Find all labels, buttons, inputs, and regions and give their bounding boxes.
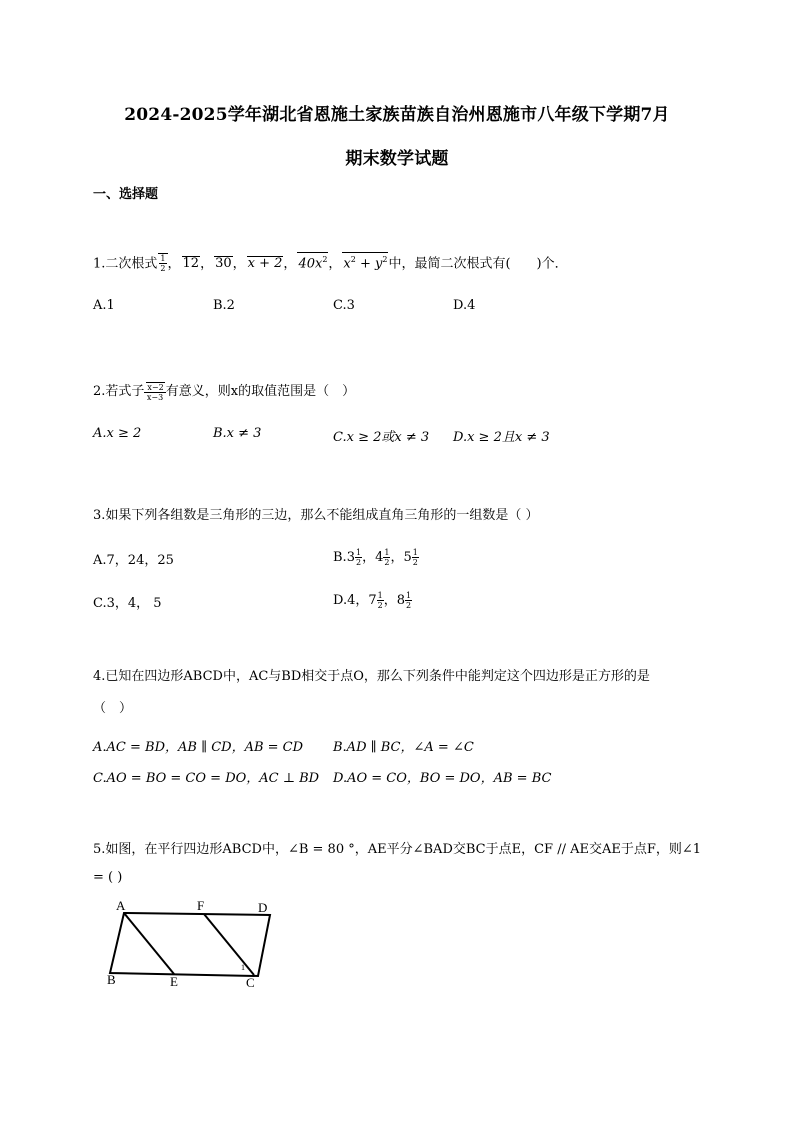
q1-option-c: C.3 bbox=[333, 298, 355, 313]
label-b: B bbox=[107, 972, 116, 987]
question-3-stem: 3.如果下列各组数是三角形的三边，那么不能组成直角三角形的一组数是（ ） bbox=[93, 508, 539, 523]
q3-option-c: C.3，4， 5 bbox=[93, 596, 162, 611]
radical-4: x + 2 bbox=[247, 256, 283, 272]
question-2-stem: 2.若式子 $\frac{x-2}{x-3}$ 有意义，则x的取值范围是（ ） bbox=[93, 382, 356, 402]
label-d: D bbox=[258, 900, 268, 915]
label-a: A bbox=[116, 898, 126, 913]
expression-fraction: $\frac{x-2}{x-3}$ bbox=[144, 382, 165, 402]
q2-option-d: D.x ≥ 2且x ≠ 3 bbox=[453, 430, 550, 445]
radical-6: $x^2 + y^2$ bbox=[342, 252, 388, 271]
q2-option-c: C.x ≥ 2或x ≠ 3 bbox=[333, 430, 430, 445]
question-1-stem: 1.二次根式 $\frac{1}{2}$ ， 12， 30， x + 2， $40x^2$， $x^2 + y^2$中，最简二次根式有( )个． bbox=[93, 252, 568, 273]
radical-5: $40x^2$ bbox=[297, 252, 328, 271]
question-5-stem-continued: = ( ) bbox=[93, 870, 123, 885]
question-number: 3. bbox=[93, 508, 106, 523]
page-title: 2024-2025学年湖北省恩施土家族苗族自治州恩施市八年级下学期7月 bbox=[124, 105, 670, 125]
question-4-stem-continued: （ ） bbox=[93, 701, 133, 716]
label-angle-1: 1 bbox=[241, 963, 245, 972]
q4-option-d: D.AO = CO，BO = DO，AB = BC bbox=[333, 771, 552, 786]
q1-option-a: A.1 bbox=[93, 298, 115, 313]
segment-ae bbox=[124, 913, 174, 974]
question-4-stem: 4.已知在四边形ABCD中，AC与BD相交于点O，那么下列条件中能判定这个四边形是正方形的是 bbox=[93, 669, 650, 684]
section-heading: 一、选择题 bbox=[93, 187, 159, 202]
q3-option-b: B.3 $\frac{1}{2}$ ，4 $\frac{1}{2}$ ，5 $\frac{1}{2}$ bbox=[333, 548, 418, 567]
q1-option-b: B.2 bbox=[213, 298, 235, 313]
radical-3: 30 bbox=[215, 256, 232, 272]
label-f: F bbox=[197, 898, 205, 913]
radical-1: $\frac{1}{2}$ bbox=[160, 254, 166, 274]
q3-option-a: A.7，24，25 bbox=[93, 553, 174, 568]
question-number: 5. bbox=[93, 842, 106, 857]
question-number: 2. bbox=[93, 384, 106, 399]
q2-option-b: B.x ≠ 3 bbox=[213, 426, 262, 441]
question-number: 1. bbox=[93, 256, 106, 272]
q1-option-d: D.4 bbox=[453, 298, 476, 313]
label-c: C bbox=[246, 975, 255, 990]
radical-2: 12 bbox=[182, 256, 200, 272]
q2-option-a: A.x ≥ 2 bbox=[93, 426, 142, 441]
q4-option-b: B.AD ∥ BC，∠A = ∠C bbox=[333, 740, 474, 755]
q4-option-a: A.AC = BD，AB ∥ CD，AB = CD bbox=[93, 740, 304, 755]
q3-option-d: D.4，7 $\frac{1}{2}$ ，8 $\frac{1}{2}$ bbox=[333, 591, 412, 610]
parallelogram-figure bbox=[100, 898, 280, 994]
q4-option-c: C.AO = BO = CO = DO，AC ⊥ BD bbox=[93, 771, 320, 786]
page-subtitle: 期末数学试题 bbox=[345, 149, 449, 169]
label-e: E bbox=[170, 974, 178, 989]
question-number: 4. bbox=[93, 669, 106, 684]
question-5-stem: 5.如图，在平行四边形ABCD中，∠B = 80 °，AE平分∠BAD交BC于点E，CF // AE交AE于点F，则∠1 bbox=[93, 842, 702, 857]
parallelogram-lines bbox=[110, 913, 270, 976]
segment-cf bbox=[204, 914, 254, 975]
